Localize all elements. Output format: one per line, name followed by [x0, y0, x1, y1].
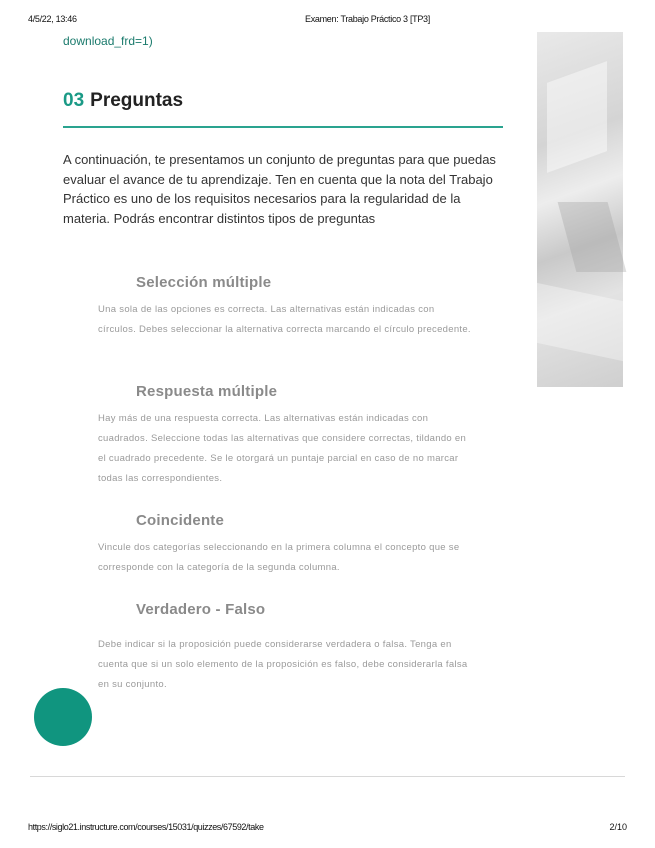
print-url: https://siglo21.instructure.com/courses/15031/quizzes/67592/take: [28, 822, 264, 832]
question-type-title: Selección múltiple: [136, 274, 272, 291]
intro-paragraph: A continuación, te presentamos un conjunto de preguntas para que puedas evaluar el avance de tu aprendizaje. Ten en cuenta que la nota del Trabajo Práctico es uno de los requisitos necesarios para la regularidad de la materia. Podrás encontrar distintos tipos de preguntas: [63, 152, 496, 226]
bottom-divider: [30, 776, 625, 777]
question-type-description: Hay más de una respuesta correcta. Las alternativas están indicadas con cuadrados. Seleccione todas las alternativas que considere correctas, tildando en el cuadrado precedente. Se le otorgará un puntaje parcial en caso de no marcar todas las correspondientes.: [98, 413, 467, 484]
page-number: 2/10: [609, 822, 627, 832]
section-number: 03: [63, 90, 85, 111]
section-divider: [63, 126, 503, 128]
question-type-title: Coincidente: [136, 512, 225, 529]
decorative-circle: [34, 688, 92, 746]
question-type-title: Respuesta múltiple: [136, 383, 278, 400]
question-type-description: Debe indicar si la proposición puede considerarse verdadera o falsa. Tenga en cuenta que si un solo elemento de la proposición es falso, debe considerarla falsa en su conjunto.: [98, 639, 468, 690]
section-heading: [63, 90, 183, 112]
download-link-tail[interactable]: download_frd=1): [63, 34, 153, 48]
print-doc-title: Examen: Trabajo Práctico 3 [TP3]: [305, 14, 430, 24]
print-datetime: 4/5/22, 13:46: [28, 14, 77, 24]
decorative-side-image: [537, 32, 623, 387]
question-type-description: Vincule dos categorías seleccionando en la primera columna el concepto que se corresponde con la categoría de la segunda columna.: [98, 542, 460, 573]
question-type-title: Verdadero - Falso: [136, 601, 266, 618]
question-type-description: Una sola de las opciones es correcta. Las alternativas están indicadas con círculos. Debes seleccionar la alternativa correcta marcando el círculo precedente.: [98, 304, 471, 335]
section-title: Preguntas: [90, 90, 184, 111]
